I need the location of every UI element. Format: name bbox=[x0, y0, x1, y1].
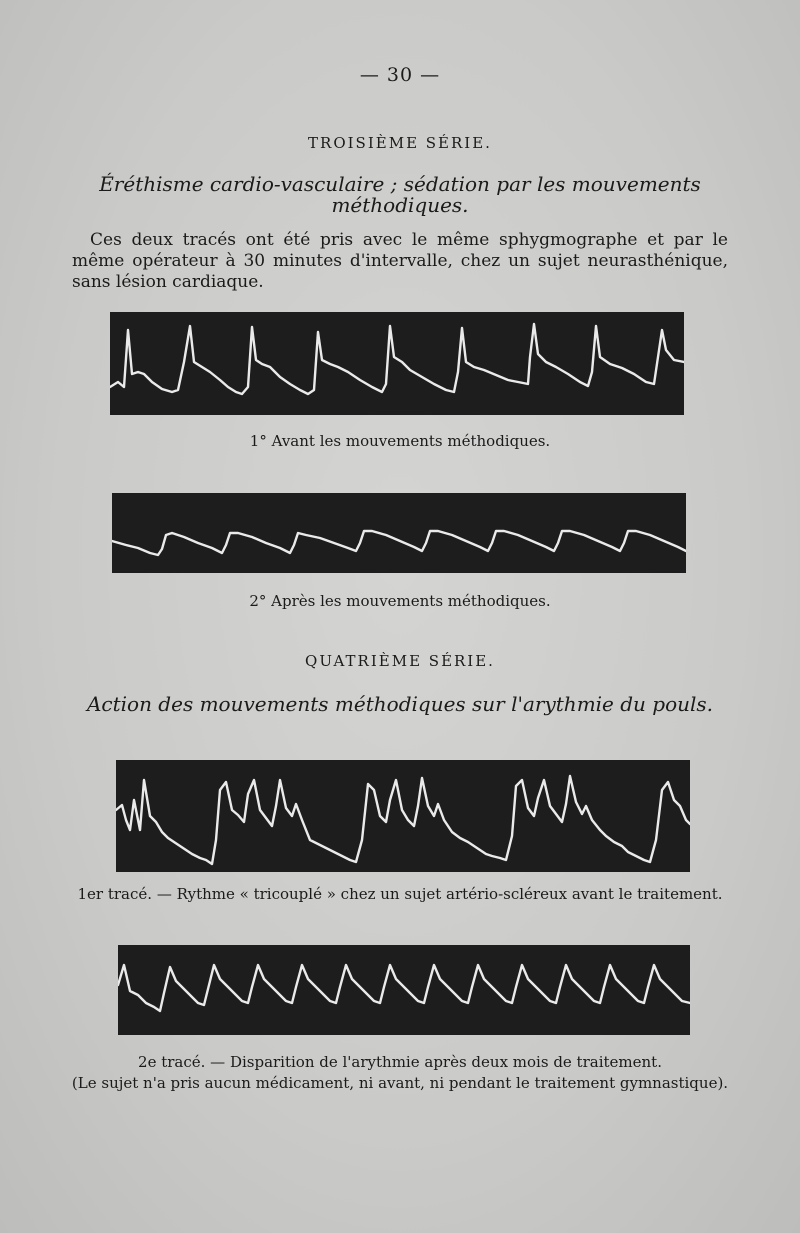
pulse-trace-before bbox=[110, 312, 684, 415]
series-3-subtitle-line1: Éréthisme cardio-vasculaire ; sédation par les mouvements bbox=[99, 172, 701, 196]
series-4-subtitle: Action des mouvements méthodiques sur l'arythmie du pouls. bbox=[86, 692, 714, 716]
series-3-subtitle-line2: méthodiques. bbox=[331, 193, 469, 217]
pulse-trace-arrhythmia-after-graphic bbox=[118, 945, 690, 1035]
trace-arrhythmia-after-caption-line2: (Le sujet n'a pris aucun médicament, ni avant, ni pendant le traitement gymnastique). bbox=[71, 1074, 729, 1092]
trace-before-caption: 1° Avant les mouvements méthodiques. bbox=[249, 432, 551, 450]
trace-arrhythmia-after-caption-line1: 2e tracé. — Disparition de l'arythmie après deux mois de traitement. bbox=[138, 1053, 662, 1071]
trace-after-caption: 2° Après les mouvements méthodiques. bbox=[249, 592, 551, 610]
pulse-trace-before-graphic bbox=[110, 312, 684, 415]
series-3-title: TROISIÈME SÉRIE. bbox=[308, 134, 492, 152]
pulse-trace-arrhythmia-after bbox=[118, 945, 690, 1035]
pulse-trace-arrhythmia-before bbox=[116, 760, 690, 872]
page-number: — 30 — bbox=[359, 64, 441, 86]
pulse-trace-after-graphic bbox=[112, 493, 686, 573]
series-4-title: QUATRIÈME SÉRIE. bbox=[305, 652, 495, 670]
trace-arrhythmia-before-caption: 1er tracé. — Rythme « tricouplé » chez un sujet artério-scléreux avant le traitement. bbox=[77, 885, 723, 903]
series-3-paragraph: Ces deux tracés ont été pris avec le même sphygmographe et par le même opérateur à 30 minutes d'intervalle, chez un sujet neurasthénique, sans lésion cardiaque. bbox=[72, 230, 728, 292]
pulse-trace-arrhythmia-before-graphic bbox=[116, 760, 690, 872]
pulse-trace-after bbox=[112, 493, 686, 573]
